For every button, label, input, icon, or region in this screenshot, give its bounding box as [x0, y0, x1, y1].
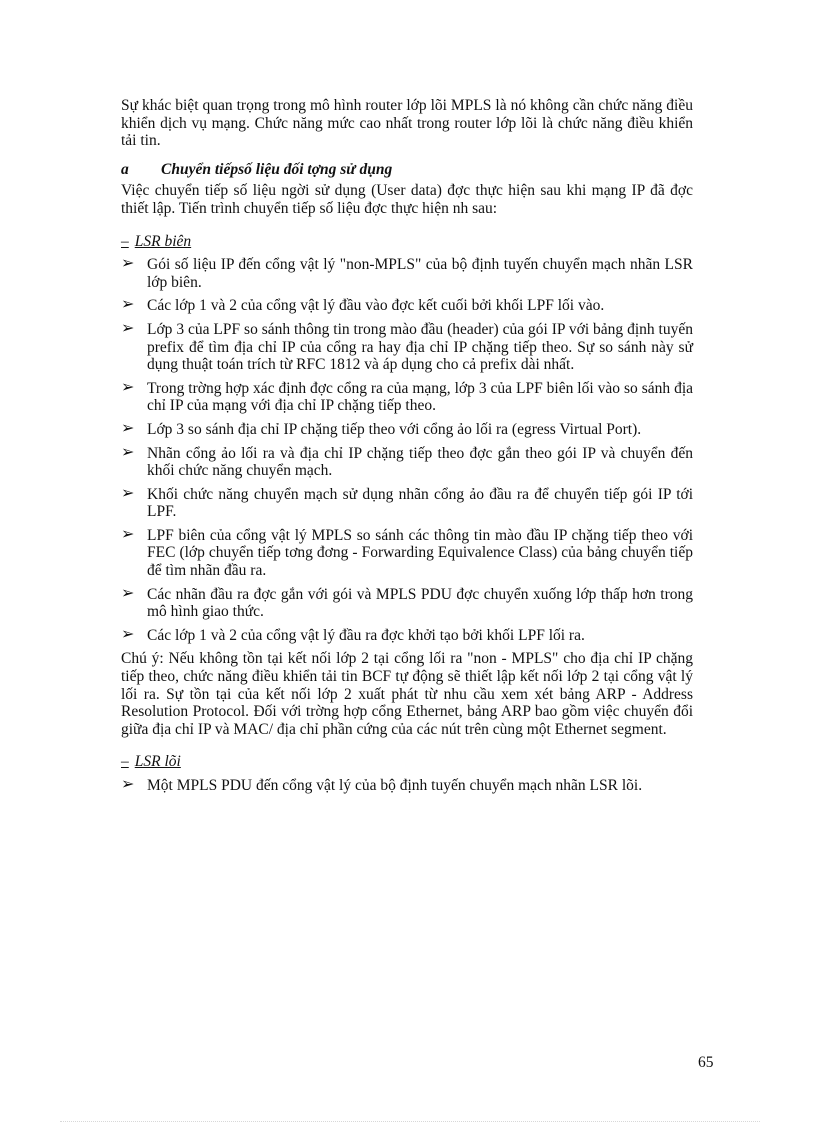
list-item [121, 441, 693, 480]
arrowhead-bullet-icon: ➢ [121, 294, 135, 314]
list-item [121, 582, 693, 621]
list-item [121, 523, 693, 580]
page-number: 65 [698, 1054, 714, 1071]
list-item-text: Các lớp 1 và 2 của cổng vật lý đầu ra đợc khởi tạo bởi khối LPF lối ra. [147, 626, 585, 644]
core-bullet-list [121, 774, 693, 795]
subsection-number: a [121, 160, 129, 178]
list-item-text: Gói số liệu IP đến cổng vật lý "non-MPLS" của bộ định tuyến chuyển mạch nhãn LSR lớp biên. [147, 256, 693, 291]
list-item [121, 317, 693, 374]
list-item [121, 482, 693, 521]
list-item-text: LPF biên của cổng vật lý MPLS so sánh các thông tin mào đầu IP chặng tiếp theo với FEC (lớp chuyển tiếp tơng đơng - Forwarding Equivalence Class) của bảng chuyển tiếp để tìm nhãn đầu ra. [147, 526, 693, 580]
arrowhead-bullet-icon: ➢ [121, 376, 135, 396]
arrowhead-bullet-icon: ➢ [121, 253, 135, 273]
arrowhead-bullet-icon: ➢ [121, 582, 135, 602]
core-section-label [121, 753, 693, 771]
list-item-text: Lớp 3 của LPF so sánh thông tin trong mào đầu (header) của gói IP với bảng định tuyến prefix để tìm địa chỉ IP của cổng ra hay địa chỉ IP chặng tiếp theo. Sự so sánh này sử dụng thuật toán trích từ RFC 1812 và áp dụng cho cả prefix dài nhất. [147, 320, 693, 374]
arrowhead-bullet-icon: ➢ [121, 417, 135, 437]
bottom-divider [60, 1121, 760, 1122]
core-label-text: LSR lõi [134, 753, 181, 771]
arrowhead-bullet-icon: ➢ [121, 317, 135, 337]
note-paragraph: Chú ý: Nếu không tồn tại kết nối lớp 2 tại cổng lối ra "non - MPLS" cho địa chỉ IP chặng tiếp theo, chức năng điều khiển tải tin BCF tự động sẽ thiết lập kết nối lớp 2 tại cổng vật lý lối ra. Sự tồn tại của kết nối lớp 2 xuất phát từ nhu cầu xem xét bảng ARP - Address Resolution Protocol. Đối với trờng hợp cổng Ethernet, bảng ARP bao gồm việc chuyển đổi giữa địa chỉ IP và MAC/ địa chỉ phần cứng của các nút trên cùng một Ethernet segment. [121, 650, 693, 738]
arrowhead-bullet-icon: ➢ [121, 774, 135, 793]
list-item [121, 623, 693, 645]
arrowhead-bullet-icon: ➢ [121, 441, 135, 461]
list-item-text: Các nhãn đầu ra đợc gắn với gói và MPLS PDU đợc chuyển xuống lớp thấp hơn trong mô hình giao thức. [147, 585, 693, 621]
arrowhead-bullet-icon: ➢ [121, 482, 135, 502]
list-item [121, 253, 693, 291]
list-item-text: Các lớp 1 và 2 của cổng vật lý đầu vào đợc kết cuối bởi khối LPF lối vào. [147, 297, 605, 315]
list-item [121, 774, 693, 795]
list-item-text: Nhãn cổng ảo lối ra và địa chỉ IP chặng tiếp theo đợc gắn theo gói IP và chuyển đến khối chức năng chuyển mạch. [147, 444, 693, 480]
edge-label-text: LSR biên [134, 232, 192, 250]
subsection-title: Chuyển tiếpsố liệu đối tợng sử dụng [161, 160, 393, 178]
list-item-text: Lớp 3 so sánh địa chỉ IP chặng tiếp theo với cổng ảo lối ra (egress Virtual Port). [147, 420, 642, 438]
edge-dash: – [121, 232, 129, 250]
arrowhead-bullet-icon: ➢ [121, 623, 135, 643]
intro-paragraph: Sự khác biệt quan trọng trong mô hình router lớp lõi MPLS là nó không cần chức năng điều khiển dịch vụ mạng. Chức năng mức cao nhất trong router lớp lõi là chức năng điều khiển tải tin. [121, 97, 693, 150]
list-item-text: Một MPLS PDU đến cổng vật lý của bộ định tuyến chuyển mạch nhãn LSR lõi. [147, 777, 643, 794]
list-item [121, 294, 693, 315]
subsection-intro-paragraph: Việc chuyển tiếp số liệu ngời sử dụng (User data) đợc thực hiện sau khi mạng IP đã đợc thiết lập. Tiến trình chuyển tiếp số liệu đợc thực hiện nh sau: [121, 182, 693, 217]
arrowhead-bullet-icon: ➢ [121, 523, 135, 543]
subsection-heading [121, 161, 693, 179]
list-item-text: Trong trờng hợp xác định đợc cổng ra của mạng, lớp 3 của LPF biên lối vào so sánh địa chỉ IP của mạng với địa chỉ IP chặng tiếp theo. [147, 379, 693, 415]
list-item [121, 376, 693, 415]
core-dash: – [121, 753, 129, 771]
edge-section-label [121, 233, 693, 251]
edge-bullet-list [121, 253, 693, 644]
list-item-text: Khối chức năng chuyển mạch sử dụng nhãn cổng ảo đầu ra để chuyển tiếp gói IP tới LPF. [147, 485, 693, 521]
list-item [121, 417, 693, 439]
page-body [121, 97, 693, 795]
